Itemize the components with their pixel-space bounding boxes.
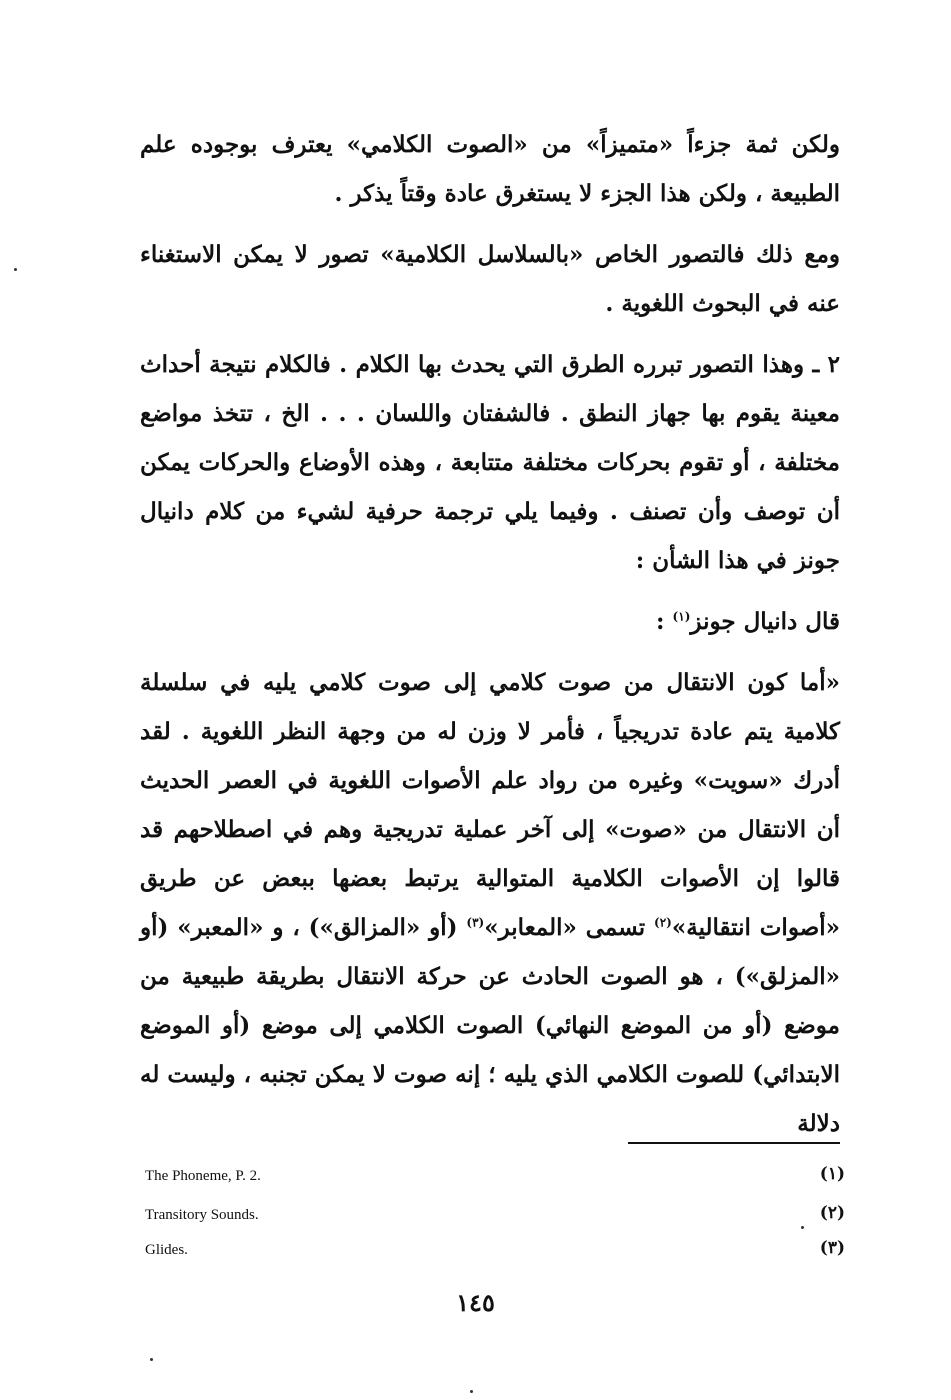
- footnote-1-number: (١): [819, 1164, 845, 1184]
- footnote-ref-2: (٢): [654, 915, 672, 930]
- footnote-2-text: Transitory Sounds.: [145, 1207, 259, 1223]
- footnote-separator: [628, 1142, 840, 1144]
- quoted-passage: [140, 658, 840, 1148]
- scan-speck: [470, 1390, 473, 1393]
- footnote-1-text: The Phoneme, P. 2.: [145, 1168, 261, 1184]
- footnote-3-text: Glides.: [145, 1242, 188, 1258]
- footnote-3: [145, 1238, 845, 1274]
- quote-part-1: «أما كون الانتقال من صوت كلامي إلى صوت كلامي يليه في سلسلة كلامية يتم عادة تدريجياً ، فأمر لا وزن له من وجهة النظر اللغوية . لقد أدرك «سويت» وغيره من رواد علم الأصوات اللغوية في العصر الحديث أن الانتقال من «صوت» إلى آخر عملية تدريجية وهم في اصطلاحهم قد قالوا إن الأصوات الكلامية المتوالية يرتبط بعضها ببعض عن طريق «أصوات انتقالية»: [140, 669, 840, 941]
- footnote-3-number: (٣): [819, 1238, 845, 1258]
- scan-speck: [14, 268, 17, 271]
- page-number: ١٤٥: [456, 1288, 495, 1317]
- footnote-2: [145, 1203, 845, 1239]
- paragraph-3: ٢ ـ وهذا التصور تبرره الطرق التي يحدث بها الكلام . فالكلام نتيجة أحداث معينة يقوم بها جهاز النطق . فالشفتان واللسان . . . الخ ، تتخذ مواضع مختلفة ، أو تقوم بحركات مختلفة متتابعة ، وهذه الأوضاع والحركات يمكن أن توصف وأن تصنف . وفيما يلي ترجمة حرفية لشيء من كلام دانيال جونز في هذا الشأن :: [140, 351, 840, 574]
- scan-speck: [801, 1226, 804, 1229]
- footnote-ref-3: (٣): [466, 915, 485, 930]
- quote-part-2: تسمى «المعابر»: [484, 914, 655, 941]
- main-text: [140, 120, 840, 1148]
- paragraph-2: ومع ذلك فالتصور الخاص «بالسلاسل الكلامية» تصور لا يمكن الاستغناء عنه في البحوث اللغوية .: [140, 241, 840, 317]
- paragraph-1: ولكن ثمة جزءاً «متميزاً» من «الصوت الكلامي» يعترف بوجوده علم الطبيعة ، ولكن هذا الجزء لا يستغرق عادة وقتاً يذكر .: [140, 131, 840, 207]
- scan-speck: [150, 1358, 153, 1361]
- quote-intro-tail: :: [656, 608, 673, 635]
- quote-part-3: (أو «المزالق») ، و «المعبر» (أو «المزلق») ، هو الصوت الحادث عن حركة الانتقال بطريقة طبيعية من موضع (أو من الموضع النهائي) الصوت الكلامي إلى موضع (أو الموضع الابتدائي) للصوت الكلامي الذي يليه ؛ إنه صوت لا يمكن تجنبه ، وليست له دلالة: [140, 914, 840, 1137]
- footnote-1: [145, 1164, 845, 1200]
- quote-intro-text: قال دانيال جونز: [690, 608, 840, 635]
- footnote-ref-1: (١): [672, 609, 691, 624]
- quote-intro: [140, 597, 840, 646]
- footnote-2-number: (٢): [819, 1203, 845, 1223]
